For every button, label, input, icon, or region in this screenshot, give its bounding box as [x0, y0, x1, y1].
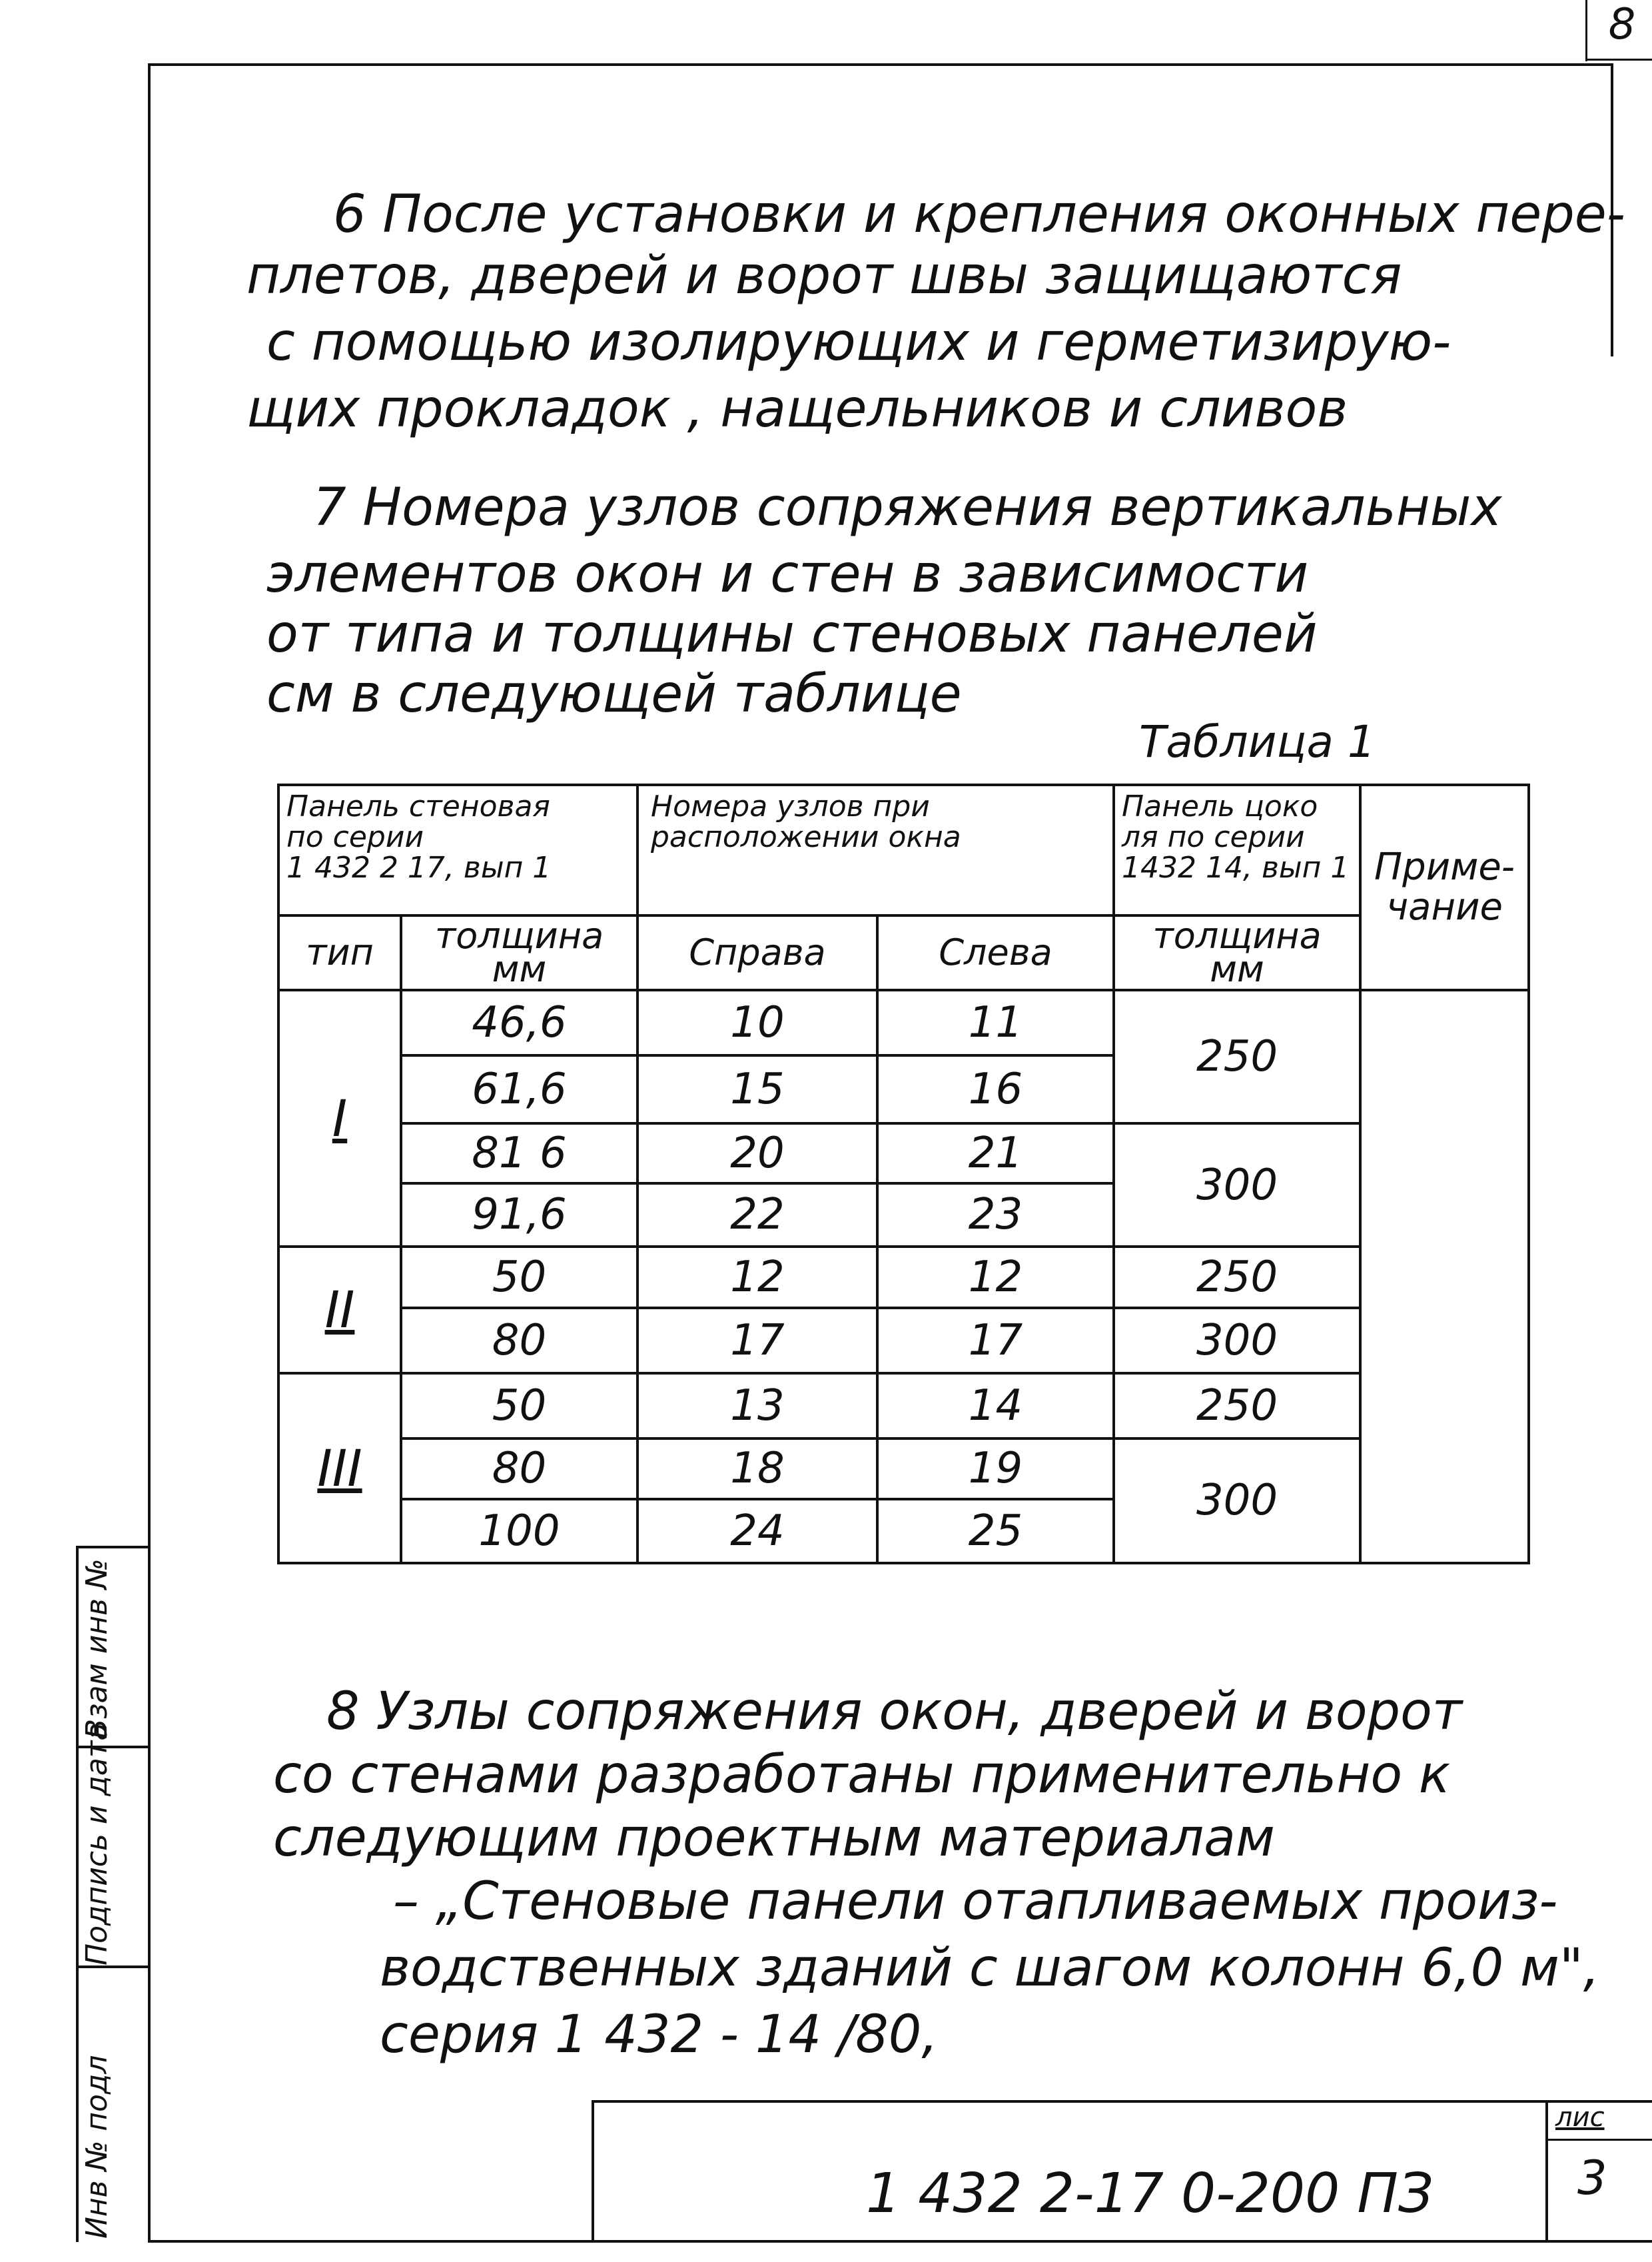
paragraph-8-line: со стенами разработаны применительно к: [273, 1745, 1450, 1805]
sheet-label: лис: [1555, 2102, 1605, 2133]
left-cell: 23: [877, 1183, 1114, 1247]
header-text: Номера узлов при: [651, 790, 930, 824]
header-text: ля по серии: [1122, 820, 1305, 854]
node-table: [277, 784, 1530, 1564]
header-right: Справа: [637, 915, 877, 990]
left-stamp: [76, 1546, 149, 2252]
plinth-cell: 250: [1114, 1247, 1360, 1308]
thickness-cell: 80: [401, 1308, 637, 1373]
type-cell: III: [278, 1373, 401, 1563]
paragraph-8-line: следующим проектным материалам: [273, 1808, 1275, 1868]
document-code: 1 432 2-17 0-200 ПЗ: [866, 2162, 1434, 2225]
thickness-cell: 81 6: [401, 1123, 637, 1183]
paragraph-8-line: 8 Узлы сопряжения окон, дверей и ворот: [326, 1682, 1463, 1742]
type-cell: II: [278, 1247, 401, 1373]
table-row: [278, 1438, 1529, 1500]
table-row: [278, 1123, 1529, 1183]
header-text: Панель стеновая: [286, 790, 550, 824]
right-cell: 17: [637, 1308, 877, 1373]
header-text: 1432 14, вып 1: [1122, 851, 1350, 885]
thickness-cell: 46,6: [401, 990, 637, 1055]
frame-bottom-line: [148, 2240, 1652, 2243]
paragraph-7-line: см в следующей таблице: [266, 664, 962, 724]
paragraph-7-line: элементов окон и стен в зависимости: [266, 544, 1309, 604]
header-text: мм: [492, 947, 547, 990]
right-cell: 12: [637, 1247, 877, 1308]
left-cell: 17: [877, 1308, 1114, 1373]
right-cell: 10: [637, 990, 877, 1055]
left-cell: 14: [877, 1373, 1114, 1438]
header-text: мм: [1210, 947, 1264, 990]
table-header-row: [278, 785, 1529, 915]
header-type: тип: [278, 915, 401, 990]
paragraph-8-line: серия 1 432 - 14 /80,: [380, 2005, 939, 2065]
header-left: Слева: [877, 915, 1114, 990]
frame-top-line: [148, 63, 1613, 66]
title-block-sheet-divider: [1545, 2100, 1548, 2242]
right-cell: 15: [637, 1055, 877, 1123]
header-panel-plinth: [1114, 785, 1360, 915]
paragraph-6-line: с помощью изолирующих и герметизирую-: [266, 312, 1451, 372]
right-cell: 18: [637, 1438, 877, 1500]
plinth-cell: 250: [1114, 990, 1360, 1123]
thickness-cell: 50: [401, 1247, 637, 1308]
header-text: по серии: [286, 820, 424, 854]
paragraph-8-line: водственных зданий с шагом колонн 6,0 м",: [380, 1938, 1600, 1998]
table-row: [278, 990, 1529, 1055]
left-cell: 11: [877, 990, 1114, 1055]
stamp-label-inventory: Инв № подл: [80, 2055, 114, 2239]
thickness-cell: 80: [401, 1438, 637, 1500]
table-row: [278, 1308, 1529, 1373]
header-text: Приме-: [1374, 846, 1515, 889]
plinth-cell: 300: [1114, 1308, 1360, 1373]
table-row: [278, 1247, 1529, 1308]
table-row: [278, 1373, 1529, 1438]
paragraph-7-line: от типа и толщины стеновых панелей: [266, 604, 1318, 664]
note-cell: [1360, 990, 1529, 1563]
corner-page-number: 8: [1608, 0, 1636, 49]
title-block-top: [592, 2100, 1652, 2103]
left-cell: 19: [877, 1438, 1114, 1500]
corner-box-left: [1585, 0, 1587, 61]
thickness-cell: 61,6: [401, 1055, 637, 1123]
left-cell: 16: [877, 1055, 1114, 1123]
header-plinth-thickness: [1114, 915, 1360, 990]
header-text: толщина: [1152, 914, 1322, 957]
header-text: толщина: [434, 914, 604, 957]
title-block-sheet-line: [1545, 2139, 1652, 2141]
corner-box-bottom: [1585, 59, 1652, 61]
plinth-cell: 300: [1114, 1123, 1360, 1247]
title-block-left: [592, 2100, 594, 2242]
header-text: чание: [1386, 885, 1503, 929]
stamp-label-signature: Подпись и дата: [80, 1722, 114, 1966]
plinth-cell: 250: [1114, 1373, 1360, 1438]
thickness-cell: 100: [401, 1499, 637, 1563]
right-cell: 22: [637, 1183, 877, 1247]
header-panel-wall: [278, 785, 637, 915]
plinth-cell: 300: [1114, 1438, 1360, 1563]
left-cell: 12: [877, 1247, 1114, 1308]
header-text: расположении окна: [651, 820, 961, 854]
right-cell: 13: [637, 1373, 877, 1438]
left-cell: 25: [877, 1499, 1114, 1563]
header-node-numbers: [637, 785, 1114, 915]
table-subheader-row: [278, 915, 1529, 990]
right-cell: 24: [637, 1499, 877, 1563]
paragraph-6-line: плетов, дверей и ворот швы защищаются: [246, 246, 1402, 306]
header-text: Панель цоко: [1122, 790, 1318, 824]
thickness-cell: 50: [401, 1373, 637, 1438]
type-cell: I: [278, 990, 401, 1247]
left-cell: 21: [877, 1123, 1114, 1183]
right-cell: 20: [637, 1123, 877, 1183]
stamp-label-replace: Взам инв №: [80, 1558, 114, 1739]
header-thickness: [401, 915, 637, 990]
paragraph-8-line: – „Стеновые панели отапливаемых произ-: [393, 1872, 1558, 1932]
header-text: 1 432 2 17, вып 1: [286, 851, 552, 885]
thickness-cell: 91,6: [401, 1183, 637, 1247]
table-caption: Таблица 1: [1139, 716, 1376, 768]
paragraph-6-line: щих прокладок , нащельников и сливов: [246, 379, 1348, 439]
paragraph-7-line: 7 Номера узлов сопряжения вертикальных: [313, 478, 1502, 538]
header-note: [1360, 785, 1529, 990]
paragraph-6-line: 6 После установки и крепления оконных пере-: [333, 185, 1625, 245]
sheet-number: 3: [1577, 2151, 1607, 2205]
